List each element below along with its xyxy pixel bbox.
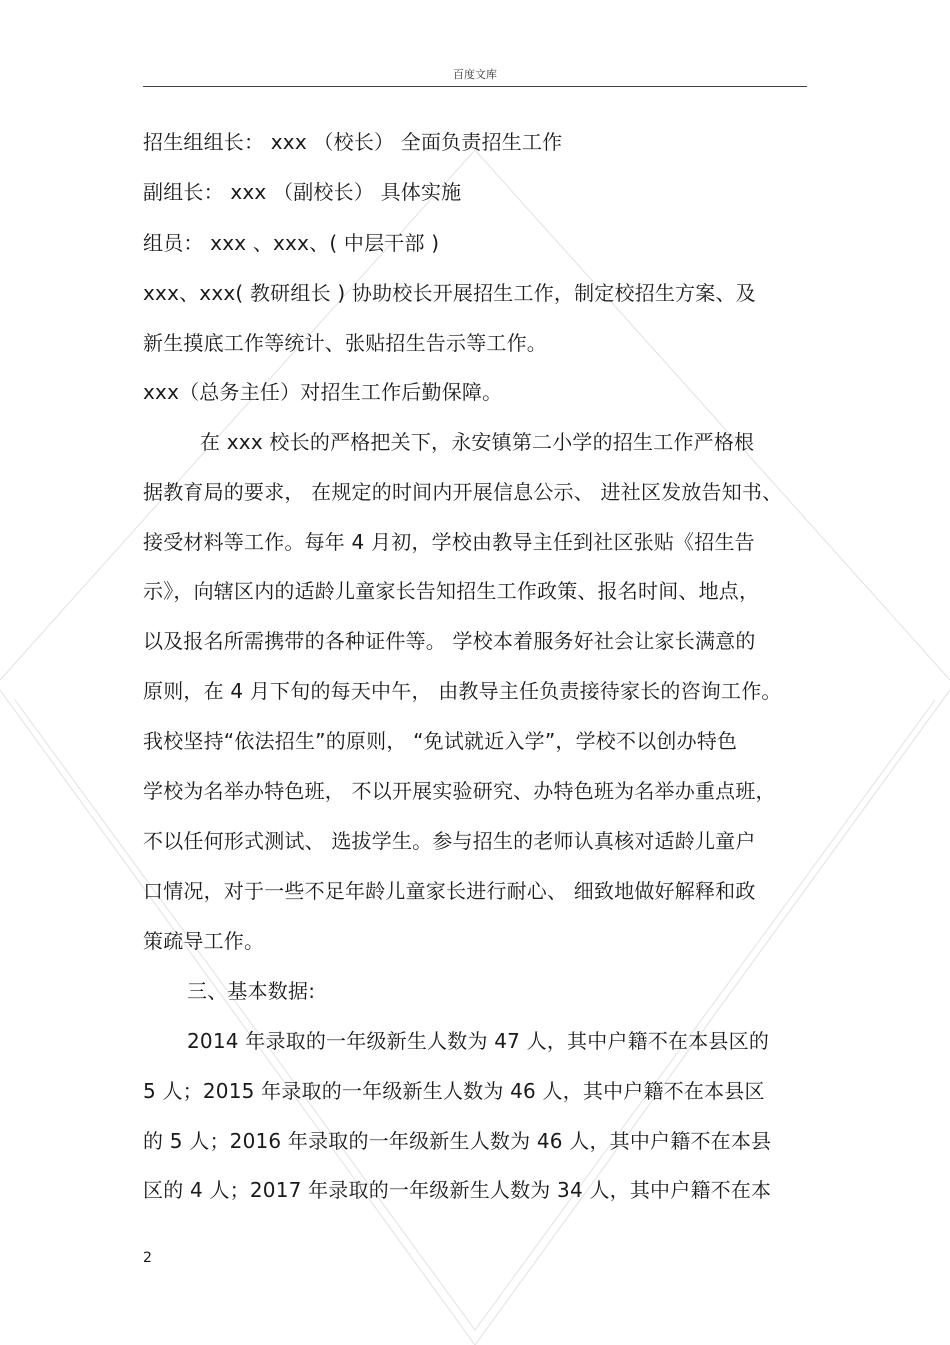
text-line: 接受材料等工作。每年 4 月初，学校由教导主任到社区张贴《招生告 (143, 530, 755, 554)
header-title: 百度文库 (453, 68, 497, 81)
text-line: 新生摸底工作等统计、张贴招生告示等工作。 (143, 331, 547, 355)
text-line: 2014 年录取的一年级新生人数为 47 人，其中户籍不在本县区的 (187, 1029, 770, 1053)
text-line: 我校坚持“依法招生”的原则， “免试就近入学”，学校不以创办特色 (143, 729, 738, 753)
text-line: 招生组组长： xxx （校长） 全面负责招生工作 (143, 130, 563, 154)
text-line: 策疏导工作。 (143, 929, 265, 953)
text-line: 区的 4 人；2017 年录取的一年级新生人数为 34 人，其中户籍不在本 (143, 1178, 772, 1202)
text-line: 副组长： xxx （副校长） 具体实施 (143, 180, 462, 204)
text-line: xxx（总务主任）对招生工作后勤保障。 (143, 380, 503, 404)
text-line: 不以任何形式测试、 选拔学生。参与招生的老师认真核对适龄儿童户 (143, 829, 756, 853)
header-divider (143, 86, 807, 87)
text-line: 学校为名举办特色班， 不以开展实验研究、办特色班为名举办重点班， (143, 779, 776, 803)
text-line: 以及报名所需携带的各种证件等。 学校本着服务好社会让家长满意的 (143, 629, 756, 653)
text-line: 原则，在 4 月下旬的每天中午， 由教导主任负责接待家长的咨询工作。 (143, 679, 782, 703)
text-line: 据教育局的要求， 在规定的时间内开展信息公示、 进社区发放告知书、 (143, 480, 783, 504)
page-number: 2 (143, 1250, 152, 1266)
text-line: 在 xxx 校长的严格把关下，永安镇第二小学的招生工作严格根 (200, 430, 755, 454)
text-line: 口情况，对于一些不足年龄儿童家长进行耐心、 细致地做好解释和政 (143, 879, 756, 903)
section-heading: 三、基本数据: (187, 979, 316, 1003)
text-line: 5 人；2015 年录取的一年级新生人数为 46 人，其中户籍不在本县区 (143, 1079, 765, 1103)
text-line: 的 5 人；2016 年录取的一年级新生人数为 46 人，其中户籍不在本县 (143, 1129, 772, 1153)
text-line: xxx、xxx( 教研组长 ) 协助校长开展招生工作，制定校招生方案、及 (143, 281, 756, 305)
text-line: 组员： xxx 、xxx、( 中层干部 ) (143, 231, 440, 255)
text-line: 示》，向辖区内的适龄儿童家长告知招生工作政策、报名时间、地点， (143, 579, 760, 603)
